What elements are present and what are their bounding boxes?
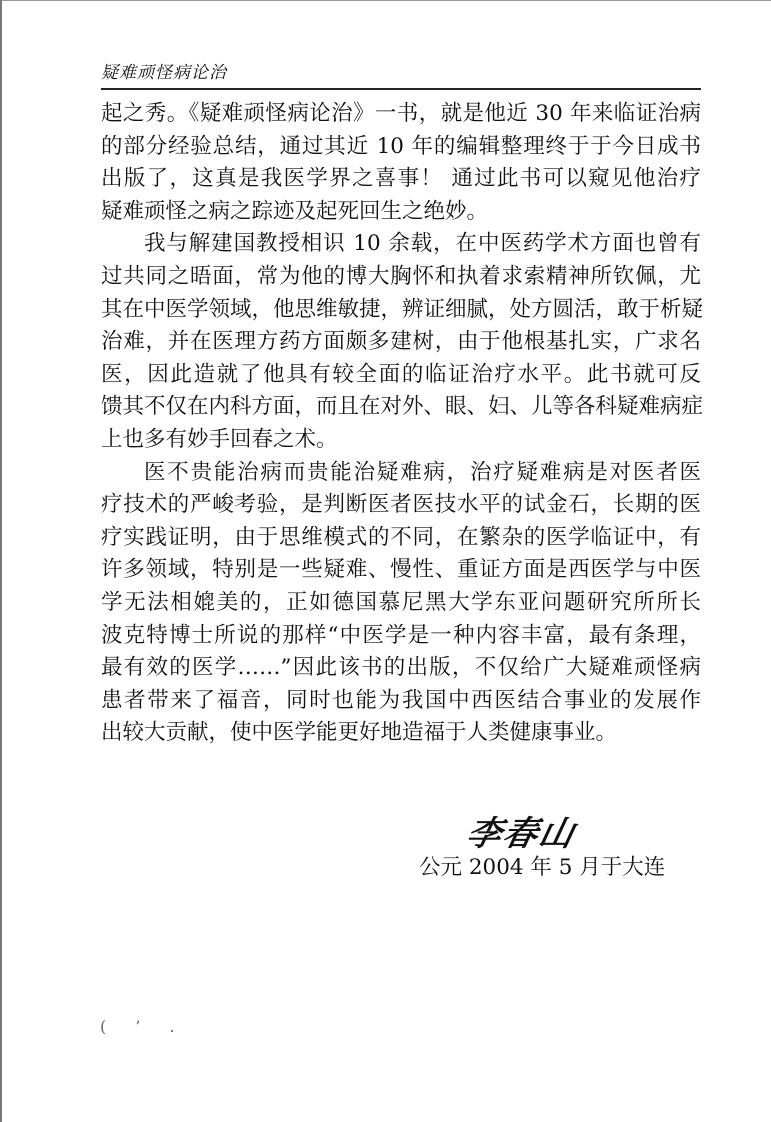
text-line: 上也多有妙手回春之术。 xyxy=(101,426,338,452)
body-text xyxy=(101,98,704,750)
running-head: 疑难顽怪病论治 xyxy=(101,63,227,83)
paragraph xyxy=(101,228,704,456)
date-line: 公元 2004 年 5 月于大连 xyxy=(419,855,666,880)
text-line: 最有效的医学……”因此该书的出版，不仅给广大疑难顽怪病 xyxy=(101,655,701,681)
text-line: 我与解建国教授相识 10 余载，在中医药学术方面也曾有 xyxy=(144,231,701,257)
text-line: 疗实践证明，由于思维模式的不同，在繁杂的医学临证中，有 xyxy=(101,524,701,550)
text-line: 的部分经验总结，通过其近 10 年的编辑整理终于于今日成书 xyxy=(101,133,701,159)
text-line: 出版了，这真是我医学界之喜事！ 通过此书可以窥见他治疗 xyxy=(101,166,701,192)
text-line: 疗技术的严峻考验，是判断医者医技水平的试金石，长期的医 xyxy=(101,492,701,518)
text-line: 其在中医学领域，他思维敏捷，辨证细腻，处方圆活，敢于析疑 xyxy=(101,296,704,322)
text-line: 治难，并在医理方药方面颇多建树，由于他根基扎实，广求名 xyxy=(101,329,701,355)
text-line: 波克特博士所说的那样“中医学是一种内容丰富，最有条理， xyxy=(101,622,701,648)
text-line: 疑难顽怪之病之踪迹及起死回生之绝妙。 xyxy=(101,198,489,224)
text-line: 过共同之晤面，常为他的博大胸怀和执着求索精神所钦佩，尤 xyxy=(101,263,701,289)
paragraph xyxy=(101,98,701,228)
text-line: 起之秀。《疑难顽怪病论治》一书，就是他近 30 年来临证治病 xyxy=(101,101,701,126)
header-rule xyxy=(101,88,701,90)
text-line: 学无法相媲美的，正如德国慕尼黑大学东亚问题研究所所长 xyxy=(101,589,701,615)
text-line: 患者带来了福音，同时也能为我国中西医结合事业的发展作 xyxy=(101,687,701,713)
page-top-edge xyxy=(0,0,771,1)
text-line: 馈其不仅在内科方面，而且在对外、眼、妇、儿等各科疑难病症 xyxy=(101,394,704,420)
page-number: ( ’ . xyxy=(100,1017,187,1036)
text-line: 许多领域，特别是一些疑难、慢性、重证方面是西医学与中医 xyxy=(101,557,701,583)
signature: 李春山 xyxy=(463,814,580,854)
paragraph xyxy=(101,457,701,750)
text-line: 出较大贡献，使中医学能更好地造福于人类健康事业。 xyxy=(101,720,618,746)
text-line: 医，因此造就了他具有较全面的临证治疗水平。此书就可反 xyxy=(101,361,701,387)
text-line: 医不贵能治病而贵能治疑难病，治疗疑难病是对医者医 xyxy=(144,459,701,485)
page-left-edge xyxy=(0,0,2,1122)
